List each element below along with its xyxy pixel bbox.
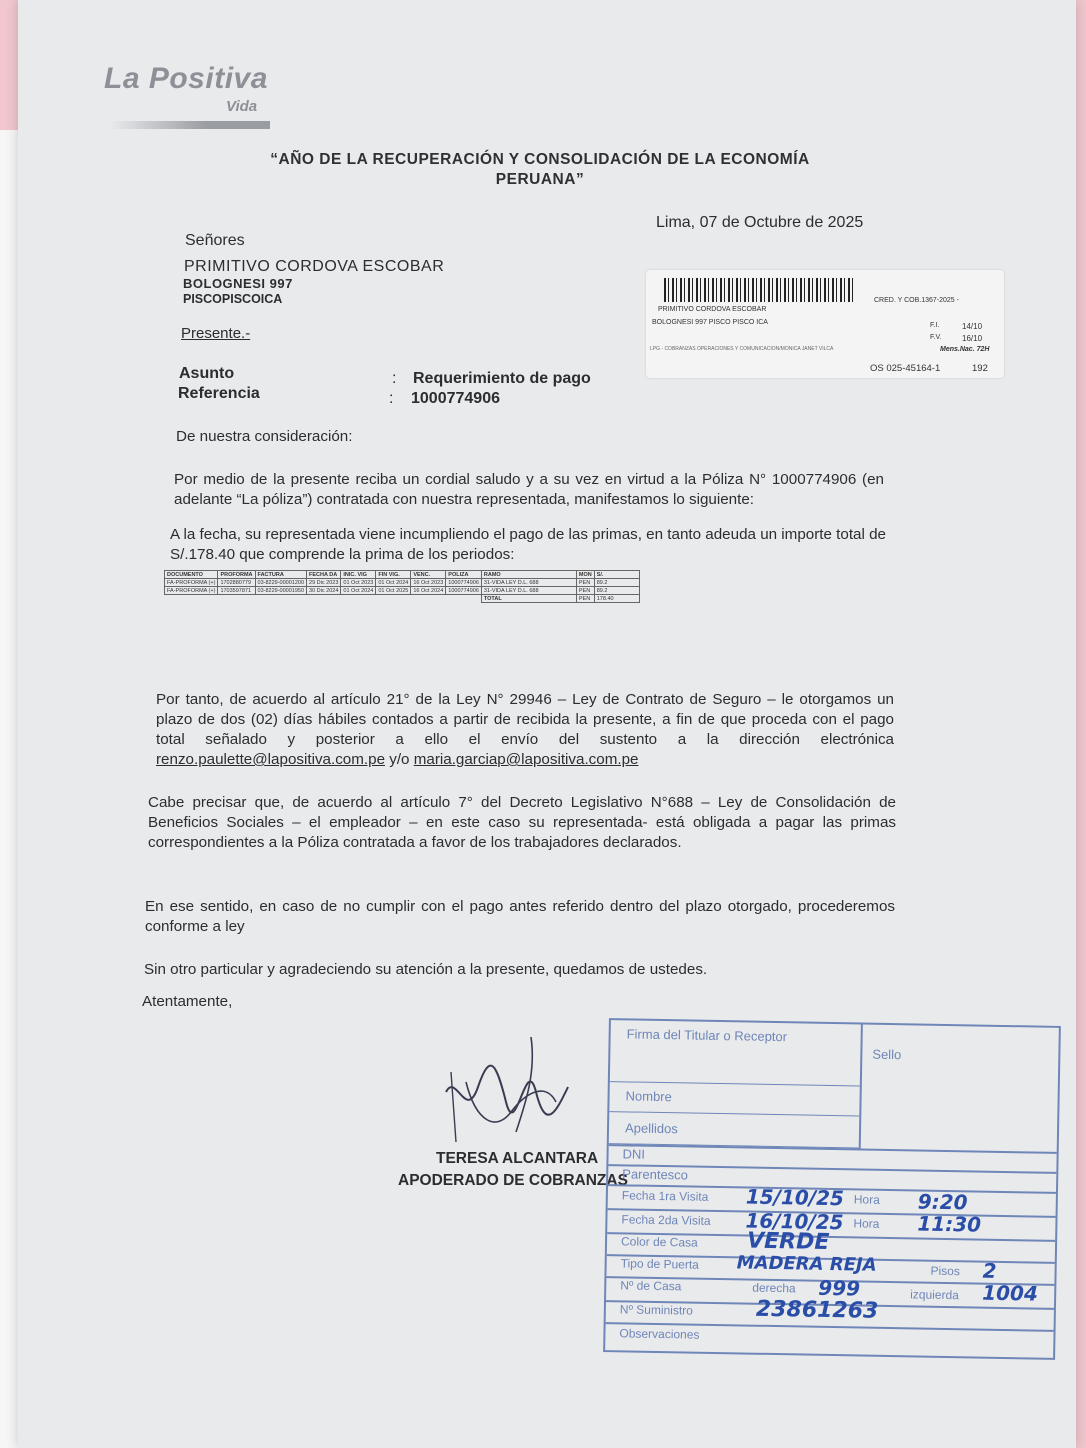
stamp-fecha1-value: 15/10/25 bbox=[745, 1184, 845, 1211]
delivery-stamp bbox=[603, 1018, 1061, 1360]
table-cell: FA-PROFORMA (+) bbox=[165, 587, 218, 595]
referencia-value: 1000774906 bbox=[411, 390, 500, 407]
stamp-parentesco: Parentesco bbox=[622, 1166, 689, 1183]
logo-bar bbox=[110, 121, 270, 129]
letter-date: Lima, 07 de Octubre de 2025 bbox=[656, 214, 864, 231]
table-header-row bbox=[165, 571, 640, 579]
label-fv: F.V. bbox=[930, 334, 942, 341]
stamp-sello: Sello bbox=[872, 1046, 902, 1063]
table-row bbox=[165, 587, 640, 595]
asunto-colon: : bbox=[392, 370, 397, 387]
table-cell: 01 Oct 2025 bbox=[376, 587, 411, 595]
total-label: TOTAL bbox=[481, 595, 576, 603]
stamp-pisos-value: 2 bbox=[982, 1258, 997, 1283]
stamp-hora2-label: Hora bbox=[853, 1216, 880, 1231]
label-fv-value: 16/10 bbox=[962, 334, 983, 343]
paragraph-1: Por medio de la presente reciba un cordial saludo y a su vez en virtud a la Póliza N° 1000774906 (en adelante “La póliza”) contratada con nuestra representada, manifestamos lo siguiente: bbox=[174, 471, 884, 508]
table-cell: FA-PROFORMA (+) bbox=[165, 579, 218, 587]
total-currency: PEN bbox=[576, 595, 594, 603]
paragraph-3-text: Por tanto, de acuerdo al artículo 21° de la Ley N° 29946 – Ley de Contrato de Seguro – le otorgamos un plazo de dos (02) días hábiles contados a partir de recibida la presente, a fin de que proceda con el pago total señalado y posterior a ello el envío del sustento a la dirección electrónica bbox=[156, 691, 894, 748]
motto-line-1: “AÑO DE LA RECUPERACIÓN Y CONSOLIDACIÓN DE LA ECONOMÍA bbox=[270, 151, 810, 168]
recipient-name: PRIMITIVO CORDOVA ESCOBAR bbox=[184, 258, 445, 275]
label-sender: LPG - COBRANZAS OPERACIONES Y COMUNICACION/MONICA JANET VILCA bbox=[650, 346, 834, 352]
paragraph-4: Cabe precisar que, de acuerdo al artículo 7° del Decreto Legislativo N°688 – Ley de Consolidación de Beneficios Sociales – el empleador – en este caso su representada- está obligada a pagar las primas correspondientes a la Póliza contratada a favor de los trabajadores declarados. bbox=[148, 794, 896, 851]
table-header: RAMO bbox=[481, 571, 576, 579]
table-cell: 1702880779 bbox=[218, 579, 255, 587]
debt-table bbox=[164, 570, 640, 603]
company-logo-sub: Vida bbox=[226, 98, 258, 115]
stamp-puerta-value: MADERA REJA bbox=[736, 1252, 877, 1276]
table-header: S/. bbox=[594, 571, 639, 579]
stamp-observaciones: Observaciones bbox=[619, 1326, 700, 1342]
label-mens: Mens.Nac. 72H bbox=[940, 346, 990, 353]
label-address: BOLOGNESI 997 PISCO PISCO ICA bbox=[652, 319, 768, 326]
paragraph-3 bbox=[156, 690, 894, 770]
total-value: 178.40 bbox=[594, 595, 639, 603]
table-cell: 29 Dic 2023 bbox=[307, 579, 341, 587]
stamp-fecha1: Fecha 1ra Visita bbox=[621, 1188, 709, 1204]
stamp-hora1-value: 9:20 bbox=[917, 1189, 968, 1215]
stamp-dni: DNI bbox=[622, 1146, 646, 1162]
recipient-address: BOLOGNESI 997 bbox=[183, 276, 293, 291]
table-total-row bbox=[165, 595, 640, 603]
stamp-derecha-value: 999 bbox=[818, 1275, 861, 1301]
table-cell: 1703597871 bbox=[218, 587, 255, 595]
stamp-puerta: Tipo de Puerta bbox=[620, 1256, 700, 1272]
referencia-colon: : bbox=[389, 390, 394, 407]
stamp-fecha2: Fecha 2da Visita bbox=[621, 1212, 711, 1228]
label-name: PRIMITIVO CORDOVA ESCOBAR bbox=[658, 306, 767, 313]
stamp-pisos-label: Pisos bbox=[930, 1263, 961, 1279]
stamp-hora1-label: Hora bbox=[853, 1192, 880, 1207]
company-logo: La Positiva bbox=[104, 62, 268, 95]
signatory-role: APODERADO DE COBRANZAS bbox=[398, 1172, 628, 1189]
motto-line-2: PERUANA” bbox=[495, 171, 585, 188]
stamp-nombre: Nombre bbox=[609, 1082, 859, 1116]
table-header: DOCUMENTO bbox=[165, 571, 218, 579]
stamp-suministro-value: 23861263 bbox=[755, 1296, 879, 1324]
label-fi-value: 14/10 bbox=[962, 322, 983, 331]
table-header: FECHA DA bbox=[307, 571, 341, 579]
stamp-suministro: Nº Suministro bbox=[619, 1302, 694, 1318]
table-cell: 16 Oct 2023 bbox=[411, 579, 446, 587]
table-cell: 31-VIDA LEY D.L. 688 bbox=[481, 579, 576, 587]
table-header: PROFORMA bbox=[218, 571, 255, 579]
stamp-firma: Firma del Titular o Receptor bbox=[610, 1020, 861, 1086]
label-fi: F.I. bbox=[930, 322, 940, 329]
table-cell: 1000774906 bbox=[446, 579, 482, 587]
table-cell: 01 Oct 2023 bbox=[341, 579, 376, 587]
table-cell: 31-VIDA LEY D.L. 688 bbox=[481, 587, 576, 595]
label-cred: CRED. Y COB.1367-2025 - bbox=[874, 297, 959, 304]
table-cell: PEN bbox=[576, 579, 594, 587]
table-header: MON bbox=[576, 571, 594, 579]
table-header: POLIZA bbox=[446, 571, 482, 579]
recipient-salutation: Señores bbox=[185, 232, 245, 249]
referencia-label: Referencia bbox=[178, 385, 260, 402]
asunto-value: Requerimiento de pago bbox=[413, 370, 591, 387]
table-cell: 30 Dic 2024 bbox=[307, 587, 341, 595]
presente-label: Presente.- bbox=[181, 325, 251, 342]
greeting: De nuestra consideración: bbox=[176, 428, 353, 445]
stamp-derecha-label: derecha bbox=[752, 1280, 796, 1296]
table-header: VENC. bbox=[411, 571, 446, 579]
table-cell: 16 Oct 2024 bbox=[411, 587, 446, 595]
stamp-izquierda-label: izquierda bbox=[910, 1287, 959, 1303]
label-os-number: 192 bbox=[972, 363, 988, 374]
email-connector: y/o bbox=[385, 751, 414, 768]
table-row bbox=[165, 579, 640, 587]
handwritten-signature bbox=[436, 1032, 576, 1152]
signatory-name: TERESA ALCANTARA bbox=[436, 1150, 599, 1167]
table-cell: PEN bbox=[576, 587, 594, 595]
table-header: INIC. VIG bbox=[341, 571, 376, 579]
asunto-label: Asunto bbox=[179, 365, 235, 382]
table-cell: 89.2 bbox=[594, 579, 639, 587]
email-link-2[interactable]: maria.garciap@lapositiva.com.pe bbox=[413, 751, 639, 768]
mailing-label bbox=[646, 270, 1004, 378]
closing: Atentamente, bbox=[142, 993, 233, 1010]
table-cell: 1000774906 bbox=[446, 587, 482, 595]
stamp-casa: Nº de Casa bbox=[620, 1278, 682, 1294]
table-cell: 01 Oct 2024 bbox=[376, 579, 411, 587]
paragraph-5: En ese sentido, en caso de no cumplir con el pago antes referido dentro del plazo otorgado, procederemos conforme a ley bbox=[145, 898, 895, 935]
stamp-izquierda-value: 1004 bbox=[982, 1280, 1039, 1306]
stamp-color-value: VERDE bbox=[746, 1228, 830, 1255]
recipient-city: PISCOPISCOICA bbox=[183, 292, 283, 306]
email-link-1[interactable]: renzo.paulette@lapositiva.com.pe bbox=[156, 751, 386, 768]
stamp-hora2-value: 11:30 bbox=[917, 1211, 982, 1237]
table-header: FACTURA bbox=[255, 571, 307, 579]
barcode bbox=[664, 278, 854, 302]
paragraph-6: Sin otro particular y agradeciendo su atención a la presente, quedamos de ustedes. bbox=[144, 961, 708, 978]
table-cell: 01 Oct 2024 bbox=[341, 587, 376, 595]
table-header: FIN VIG. bbox=[376, 571, 411, 579]
table-cell: 03-8229-00001200 bbox=[255, 579, 307, 587]
stamp-apellidos: Apellidos bbox=[609, 1112, 860, 1148]
official-motto bbox=[200, 150, 880, 190]
paragraph-2: A la fecha, su representada viene incumpliendo el pago de las primas, en tanto adeuda un importe total de S/.178.40 que comprende la prima de los periodos: bbox=[170, 526, 886, 563]
table-cell: 89.2 bbox=[594, 587, 639, 595]
stamp-fecha2-value: 16/10/25 bbox=[745, 1208, 844, 1235]
table-cell: 03-8229-00001950 bbox=[255, 587, 307, 595]
stamp-color: Color de Casa bbox=[620, 1234, 698, 1250]
label-os: OS 025-45164-1 bbox=[870, 363, 941, 374]
